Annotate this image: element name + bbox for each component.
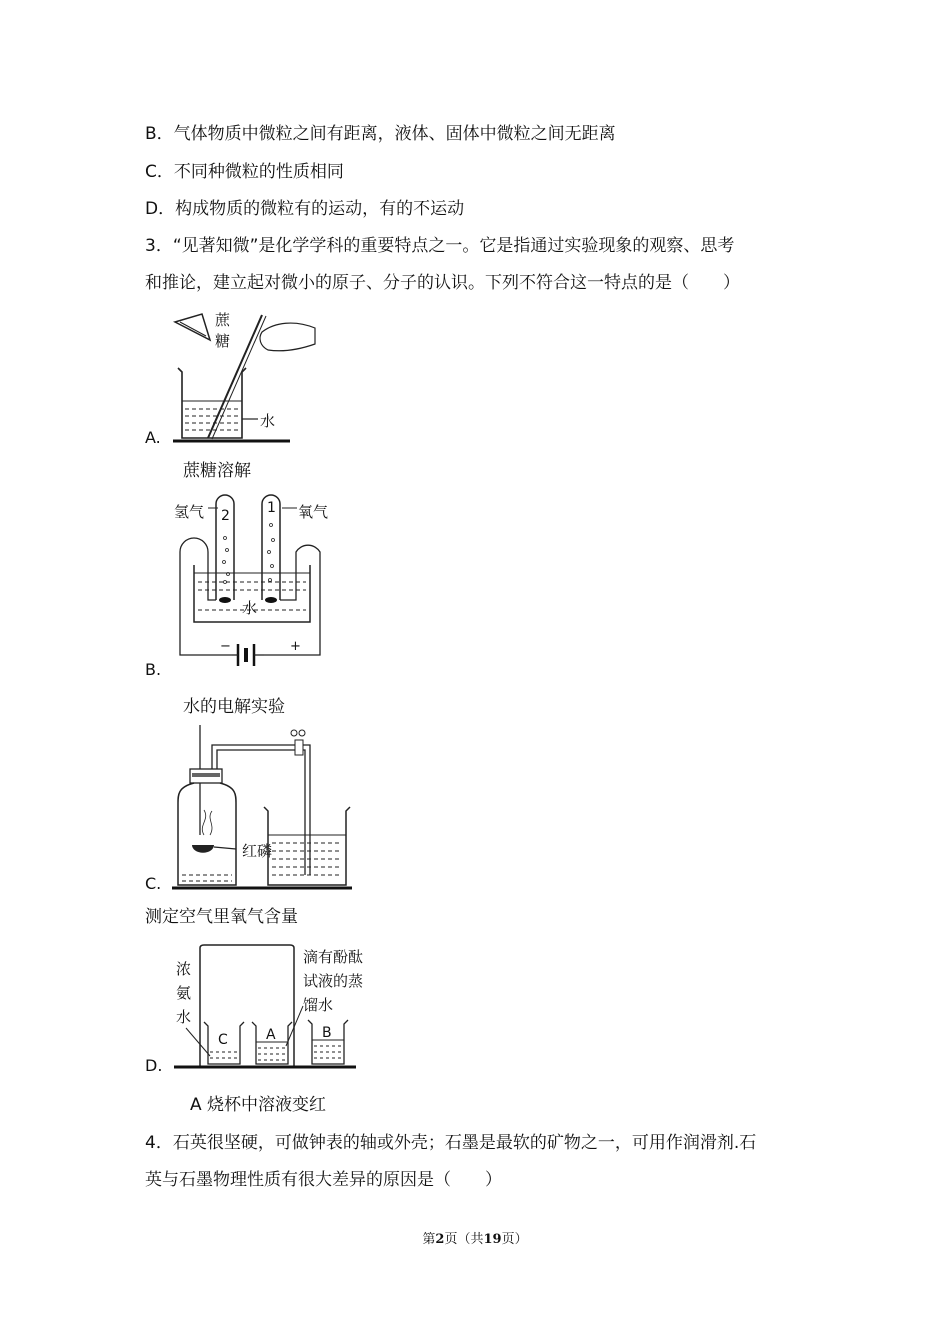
- label-beaker-a: A: [266, 1027, 276, 1043]
- q3-stem-line2: 和推论，建立起对微小的原子、分子的认识。下列不符合这一特点的是（ ）: [145, 273, 740, 293]
- label-water-b: 水: [242, 599, 258, 617]
- figure-oxygen-content: [170, 725, 355, 890]
- label-oxygen: 氧气: [298, 503, 329, 521]
- label-minus: −: [220, 639, 231, 654]
- label-phosphorus: 红磷: [242, 842, 273, 860]
- label-water-a: 水: [260, 412, 276, 430]
- caption-option-c: 测定空气里氧气含量: [145, 907, 298, 927]
- label-tube-2: 2: [221, 508, 230, 524]
- figure-water-electrolysis: [170, 490, 340, 668]
- caption-option-a: 蔗糖溶解: [183, 461, 251, 481]
- figure-sugar-dissolving: [170, 310, 330, 445]
- label-phenol-3: 馏水: [303, 996, 334, 1014]
- figure-ammonia-diffusion: [170, 938, 380, 1073]
- q4-stem-line2: 英与石墨物理性质有很大差异的原因是（ ）: [145, 1170, 502, 1190]
- q2-option-b: B．气体物质中微粒之间有距离，液体、固体中微粒之间无距离: [145, 124, 616, 144]
- q2-option-d: D．构成物质的微粒有的运动，有的不运动: [145, 199, 465, 219]
- label-sugar-1: 蔗: [215, 311, 231, 329]
- caption-option-d: A 烧杯中溶液变红: [190, 1095, 327, 1115]
- footer-total-pages: 19: [483, 1232, 502, 1247]
- label-plus: +: [290, 639, 301, 654]
- label-ammonia-3: 水: [176, 1008, 192, 1026]
- label-sugar-2: 糖: [215, 332, 231, 350]
- label-tube-1: 1: [267, 500, 276, 516]
- page-footer: [0, 1228, 950, 1247]
- footer-prefix: 第: [422, 1232, 436, 1247]
- q3-option-d-letter: D.: [145, 1056, 163, 1075]
- caption-option-b: 水的电解实验: [183, 697, 285, 717]
- label-beaker-b: B: [322, 1025, 332, 1041]
- label-beaker-c: C: [218, 1032, 228, 1048]
- q3-option-b-letter: B.: [145, 660, 162, 679]
- label-phenol-2: 试液的蒸: [303, 972, 364, 990]
- q3-option-a-letter: A.: [145, 428, 161, 447]
- label-ammonia-2: 氨: [176, 984, 192, 1002]
- label-phenol-1: 滴有酚酞: [303, 948, 364, 966]
- footer-middle: 页（共: [444, 1232, 484, 1247]
- q4-stem-line1: 4．石英很坚硬，可做钟表的轴或外壳；石墨是最软的矿物之一，可用作润滑剂.石: [145, 1133, 757, 1153]
- label-ammonia-1: 浓: [176, 960, 192, 978]
- q2-option-c: C．不同种微粒的性质相同: [145, 162, 344, 182]
- q3-option-c-letter: C.: [145, 874, 162, 893]
- label-hydrogen: 氢气: [174, 503, 205, 521]
- q3-stem-line1: 3．“见著知微”是化学学科的重要特点之一。它是指通过实验现象的观察、思考: [145, 236, 735, 256]
- footer-suffix: 页）: [501, 1232, 528, 1247]
- footer-page-number: 2: [435, 1232, 445, 1247]
